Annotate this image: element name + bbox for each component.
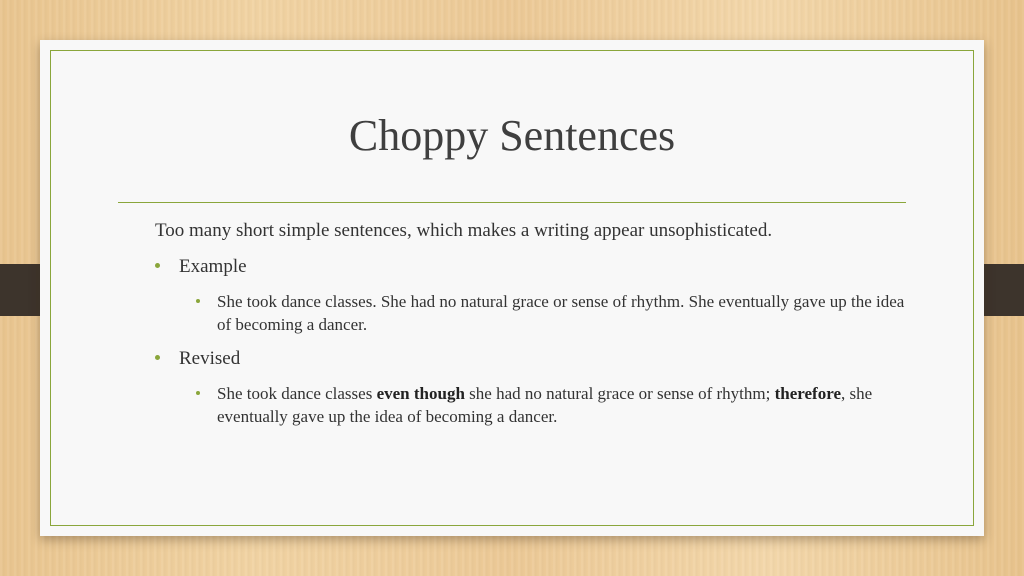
- sub-bullet-example: [155, 290, 915, 336]
- bold-word-therefore: therefore: [774, 384, 841, 403]
- bullet-label: Revised: [179, 348, 241, 369]
- sub-bullet-text: She took dance classes. She had no natural grace or sense of rhythm. She eventually gave up the idea of becoming a dancer.: [217, 292, 905, 334]
- bold-phrase-even-though: even though: [376, 384, 465, 403]
- bullet-label: Example: [179, 256, 247, 277]
- text-segment: , she eventually gave up the idea of becoming a dancer.: [217, 384, 873, 426]
- text-segment: She took dance classes: [217, 384, 377, 403]
- bullet-dot-icon: [155, 263, 160, 268]
- slide-body: [155, 220, 915, 440]
- bullet-dot-icon: [196, 299, 200, 303]
- bullet-revised: [155, 348, 915, 370]
- slide: [40, 40, 984, 536]
- bullet-example: [155, 256, 915, 278]
- bullet-dot-icon: [196, 391, 200, 395]
- slide-title: Choppy Sentences: [348, 111, 676, 160]
- lead-text: Too many short simple sentences, which makes a writing appear unsophisticated.: [155, 220, 773, 241]
- text-segment: she had no natural grace or sense of rhythm;: [464, 384, 775, 403]
- sub-bullet-text: [217, 384, 872, 426]
- title-divider: [118, 202, 906, 203]
- bullet-dot-icon: [155, 355, 160, 360]
- sub-bullet-revised: [155, 382, 915, 428]
